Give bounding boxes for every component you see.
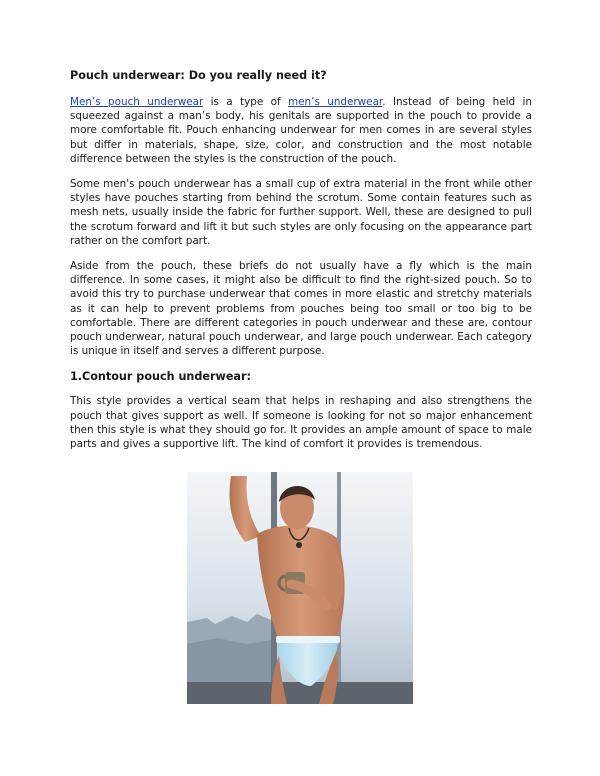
document-body — [70, 68, 532, 462]
fit-paragraph: Aside from the pouch, these briefs do not usually have a fly which is the main difference. In some cases, it might also be difficult to find the right-sized pouch. So to avoid this try to purchase underwear that comes in more elastic and stretchy materials as it can help to prevent problems from pouches being too small or too big to be comfortable. There are different categories in pouch underwear and these are, contour pouch underwear, natural pouch underwear, and large pouch underwear. Each category is unique in itself and serves a different purpose. — [70, 260, 532, 358]
product-photo — [187, 472, 413, 704]
intro-paragraph — [70, 95, 532, 166]
product-photo-illustration — [187, 472, 413, 704]
document-title: Pouch underwear: Do you really need it? — [70, 69, 327, 82]
contour-paragraph: This style provides a vertical seam that helps in reshaping and also strengthens the pouch that gives support as well. If someone is looking for not so major enhancement then this style is what they should go for. It provides an ample amount of space to male parts and gives a supportive lift. The kind of comfort it provides is tremendous. — [70, 395, 532, 451]
intro-text-mid: is a type of — [203, 96, 289, 108]
mens-underwear-link[interactable]: men’s underwear — [288, 96, 383, 108]
styles-paragraph: Some men's pouch underwear has a small cup of extra material in the front while other styles have pouches starting from behind the scrotum. Some contain features such as mesh nets, usually inside the fabric for further support. Well, these are designed to pull the scrotum forward and lift it but such styles are only focusing on the appearance part rather on the comfort part. — [70, 178, 532, 247]
mens-pouch-underwear-link[interactable]: Men’s pouch underwear — [70, 96, 204, 108]
section-heading-contour: 1.Contour pouch underwear: — [70, 370, 251, 384]
intro-text-rest: . Instead of being held in squeezed against a man’s body, his genitals are supported in the pouch to provide a more comfortable fit. Pouch enhancing underwear for men comes in are several styles but differ in materials, shape, size, color, and construction and the most notable difference between the styles is the construction of the pouch. — [70, 96, 532, 165]
